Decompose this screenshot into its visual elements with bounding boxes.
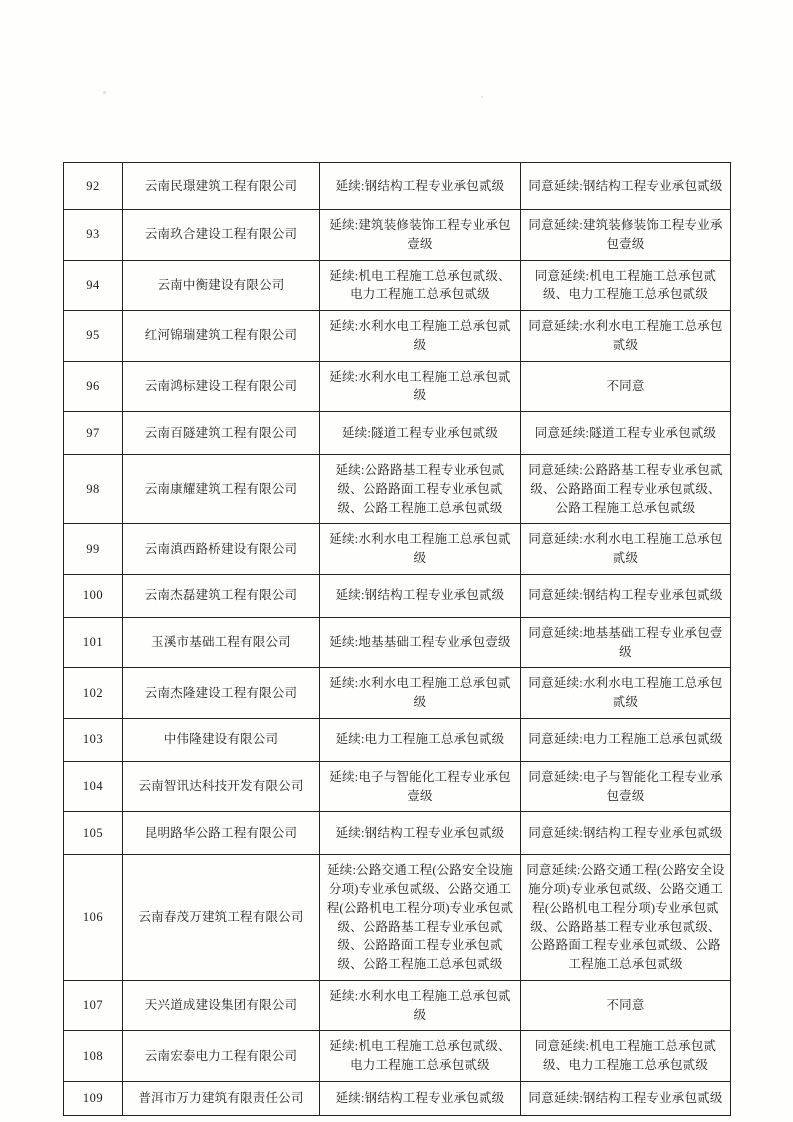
- cell-approval-result: 同意延续:公路路基工程专业承包贰级、公路路面工程专业承包贰级、公路工程施工总承包贰级: [521, 455, 731, 524]
- cell-company-name: 云南康耀建筑工程有限公司: [123, 455, 320, 524]
- table-row: [64, 617, 731, 668]
- table-row: [64, 524, 731, 575]
- cell-approval-result: 同意延续:水利水电工程施工总承包贰级: [521, 311, 731, 362]
- table-row: [64, 855, 731, 981]
- table-row: [64, 361, 731, 412]
- cell-approval-result: 同意延续:钢结构工程专业承包贰级: [521, 574, 731, 617]
- cell-sequence-number: 92: [64, 163, 123, 210]
- cell-sequence-number: 101: [64, 617, 123, 668]
- cell-approval-result: 同意延续:钢结构工程专业承包贰级: [521, 1081, 731, 1115]
- cell-application: 延续:钢结构工程专业承包贰级: [320, 1081, 521, 1115]
- cell-company-name: 云南滇西路桥建设有限公司: [123, 524, 320, 575]
- cell-approval-result: 同意延续:地基基础工程专业承包壹级: [521, 617, 731, 668]
- cell-application: 延续:水利水电工程施工总承包贰级: [320, 361, 521, 412]
- table-row: [64, 260, 731, 311]
- cell-application: 延续:地基基础工程专业承包壹级: [320, 617, 521, 668]
- cell-sequence-number: 107: [64, 980, 123, 1031]
- cell-application: 延续:钢结构工程专业承包贰级: [320, 163, 521, 210]
- cell-approval-result: 同意延续:机电工程施工总承包贰级、电力工程施工总承包贰级: [521, 260, 731, 311]
- cell-company-name: 云南百隧建筑工程有限公司: [123, 412, 320, 455]
- cell-company-name: 云南杰隆建设工程有限公司: [123, 668, 320, 719]
- cell-sequence-number: 98: [64, 455, 123, 524]
- cell-application: 延续:电子与智能化工程专业承包壹级: [320, 761, 521, 812]
- cell-sequence-number: 99: [64, 524, 123, 575]
- table-row: [64, 1081, 731, 1115]
- cell-company-name: 红河锦瑞建筑工程有限公司: [123, 311, 320, 362]
- cell-approval-result: 同意延续:隧道工程专业承包贰级: [521, 412, 731, 455]
- scan-speck: [103, 91, 106, 94]
- cell-approval-result: 同意延续:电力工程施工总承包贰级: [521, 718, 731, 761]
- cell-sequence-number: 106: [64, 855, 123, 981]
- cell-approval-result: 不同意: [521, 980, 731, 1031]
- cell-sequence-number: 96: [64, 361, 123, 412]
- cell-sequence-number: 104: [64, 761, 123, 812]
- cell-approval-result: 同意延续:水利水电工程施工总承包贰级: [521, 668, 731, 719]
- cell-application: 延续:公路路基工程专业承包贰级、公路路面工程专业承包贰级、公路工程施工总承包贰级: [320, 455, 521, 524]
- cell-sequence-number: 97: [64, 412, 123, 455]
- cell-application: 延续:水利水电工程施工总承包贰级: [320, 524, 521, 575]
- cell-sequence-number: 94: [64, 260, 123, 311]
- cell-application: 延续:机电工程施工总承包贰级、电力工程施工总承包贰级: [320, 260, 521, 311]
- cell-company-name: 云南中衡建设有限公司: [123, 260, 320, 311]
- scan-speck: [481, 96, 483, 98]
- cell-sequence-number: 103: [64, 718, 123, 761]
- cell-company-name: 云南民璟建筑工程有限公司: [123, 163, 320, 210]
- cell-approval-result: 不同意: [521, 361, 731, 412]
- cell-sequence-number: 108: [64, 1031, 123, 1082]
- cell-application: 延续:水利水电工程施工总承包贰级: [320, 668, 521, 719]
- cell-sequence-number: 93: [64, 210, 123, 261]
- cell-approval-result: 同意延续:建筑装修装饰工程专业承包壹级: [521, 210, 731, 261]
- cell-sequence-number: 105: [64, 812, 123, 855]
- cell-company-name: 昆明路华公路工程有限公司: [123, 812, 320, 855]
- table-row: [64, 980, 731, 1031]
- cell-approval-result: 同意延续:公路交通工程(公路安全设施分项)专业承包贰级、公路交通工程(公路机电工程分项)专业承包贰级、公路路基工程专业承包贰级、公路路面工程专业承包贰级、公路工程施工总承包贰级: [521, 855, 731, 981]
- table-row: [64, 455, 731, 524]
- cell-approval-result: 同意延续:钢结构工程专业承包贰级: [521, 163, 731, 210]
- cell-application: 延续:水利水电工程施工总承包贰级: [320, 980, 521, 1031]
- cell-application: 延续:水利水电工程施工总承包贰级: [320, 311, 521, 362]
- table-row: [64, 210, 731, 261]
- cell-application: 延续:电力工程施工总承包贰级: [320, 718, 521, 761]
- table-row: [64, 812, 731, 855]
- cell-application: 延续:建筑装修装饰工程专业承包壹级: [320, 210, 521, 261]
- cell-application: 延续:隧道工程专业承包贰级: [320, 412, 521, 455]
- table-row: [64, 412, 731, 455]
- cell-company-name: 普洱市万力建筑有限责任公司: [123, 1081, 320, 1115]
- cell-application: 延续:机电工程施工总承包贰级、电力工程施工总承包贰级: [320, 1031, 521, 1082]
- cell-sequence-number: 100: [64, 574, 123, 617]
- cell-approval-result: 同意延续:机电工程施工总承包贰级、电力工程施工总承包贰级: [521, 1031, 731, 1082]
- cell-company-name: 云南春茂万建筑工程有限公司: [123, 855, 320, 981]
- cell-application: 延续:钢结构工程专业承包贰级: [320, 812, 521, 855]
- cell-application: 延续:钢结构工程专业承包贰级: [320, 574, 521, 617]
- cell-company-name: 云南杰磊建筑工程有限公司: [123, 574, 320, 617]
- cell-company-name: 云南鸿标建设工程有限公司: [123, 361, 320, 412]
- approval-table: [63, 162, 731, 1116]
- cell-application: 延续:公路交通工程(公路安全设施分项)专业承包贰级、公路交通工程(公路机电工程分项)专业承包贰级、公路路基工程专业承包贰级、公路路面工程专业承包贰级、公路工程施工总承包贰级: [320, 855, 521, 981]
- cell-company-name: 天兴道成建设集团有限公司: [123, 980, 320, 1031]
- table-row: [64, 163, 731, 210]
- cell-sequence-number: 102: [64, 668, 123, 719]
- cell-sequence-number: 95: [64, 311, 123, 362]
- table-row: [64, 761, 731, 812]
- cell-company-name: 云南智讯达科技开发有限公司: [123, 761, 320, 812]
- table-row: [64, 668, 731, 719]
- table-row: [64, 311, 731, 362]
- cell-company-name: 中伟隆建设有限公司: [123, 718, 320, 761]
- cell-approval-result: 同意延续:水利水电工程施工总承包贰级: [521, 524, 731, 575]
- cell-approval-result: 同意延续:钢结构工程专业承包贰级: [521, 812, 731, 855]
- table-row: [64, 718, 731, 761]
- cell-approval-result: 同意延续:电子与智能化工程专业承包壹级: [521, 761, 731, 812]
- cell-sequence-number: 109: [64, 1081, 123, 1115]
- cell-company-name: 云南玖合建设工程有限公司: [123, 210, 320, 261]
- table-row: [64, 1031, 731, 1082]
- cell-company-name: 玉溪市基础工程有限公司: [123, 617, 320, 668]
- table-row: [64, 574, 731, 617]
- table-body: [64, 163, 731, 1116]
- cell-company-name: 云南宏泰电力工程有限公司: [123, 1031, 320, 1082]
